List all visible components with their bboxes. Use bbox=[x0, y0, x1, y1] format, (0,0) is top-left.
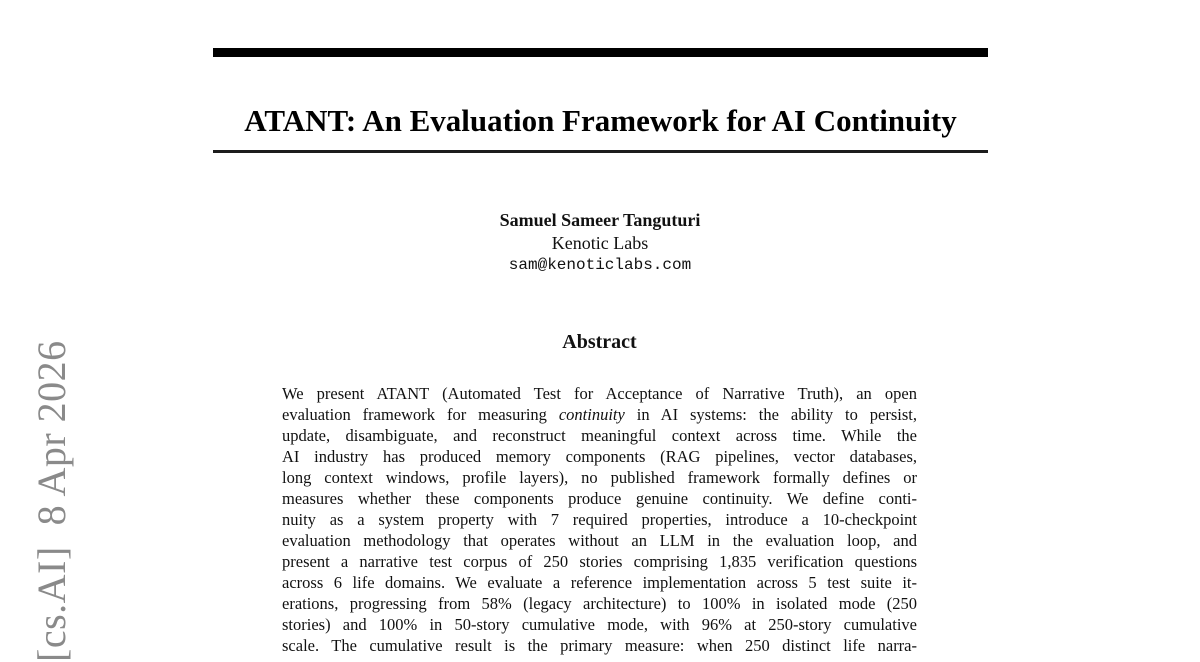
abstract-line: evaluation methodology that operates without an LLM in the evaluation loop, and bbox=[282, 531, 917, 550]
author-name: Samuel Sameer Tanguturi bbox=[499, 210, 701, 230]
title-rule-bottom bbox=[213, 150, 988, 153]
abstract-line: AI industry has produced memory components (RAG pipelines, vector databases, bbox=[282, 447, 917, 466]
abstract-line: stories) and 100% in 50-story cumulative mode, with 96% at 250-story cumulative bbox=[282, 615, 917, 634]
abstract-line: across 6 life domains. We evaluate a reference implementation across 5 test suite it- bbox=[282, 573, 917, 592]
abstract-line: measures whether these components produce genuine continuity. We define conti- bbox=[282, 489, 917, 508]
abstract-line: scale. The cumulative result is the primary measure: when 250 distinct life narra- bbox=[282, 636, 917, 655]
abstract-body bbox=[282, 383, 917, 656]
abstract-line: We present ATANT (Automated Test for Acceptance of Narrative Truth), an open bbox=[282, 384, 917, 403]
abstract-heading: Abstract bbox=[562, 331, 637, 353]
arxiv-banner: [cs.AI] 8 Apr 2026 bbox=[29, 340, 74, 662]
abstract-line: erations, progressing from 58% (legacy architecture) to 100% in isolated mode (250 bbox=[282, 594, 917, 613]
author-block bbox=[300, 208, 900, 276]
paper-title: ATANT: An Evaluation Framework for AI Continuity bbox=[244, 102, 957, 138]
abstract-line: nuity as a system property with 7 required properties, introduce a 10-checkpoint bbox=[282, 510, 917, 529]
author-email: sam@kenoticlabs.com bbox=[508, 256, 692, 274]
abstract-line: long context windows, profile layers), no published framework formally defines or bbox=[282, 468, 917, 487]
abstract-line: update, disambiguate, and reconstruct meaningful context across time. While the bbox=[282, 426, 917, 445]
author-affiliation: Kenotic Labs bbox=[551, 233, 649, 253]
abstract-line: evaluation framework for measuring continuity in AI systems: the ability to persist, bbox=[282, 405, 917, 424]
abstract-line: present a narrative test corpus of 250 stories comprising 1,835 verification questions bbox=[282, 552, 917, 571]
title-rule-top bbox=[213, 48, 988, 57]
